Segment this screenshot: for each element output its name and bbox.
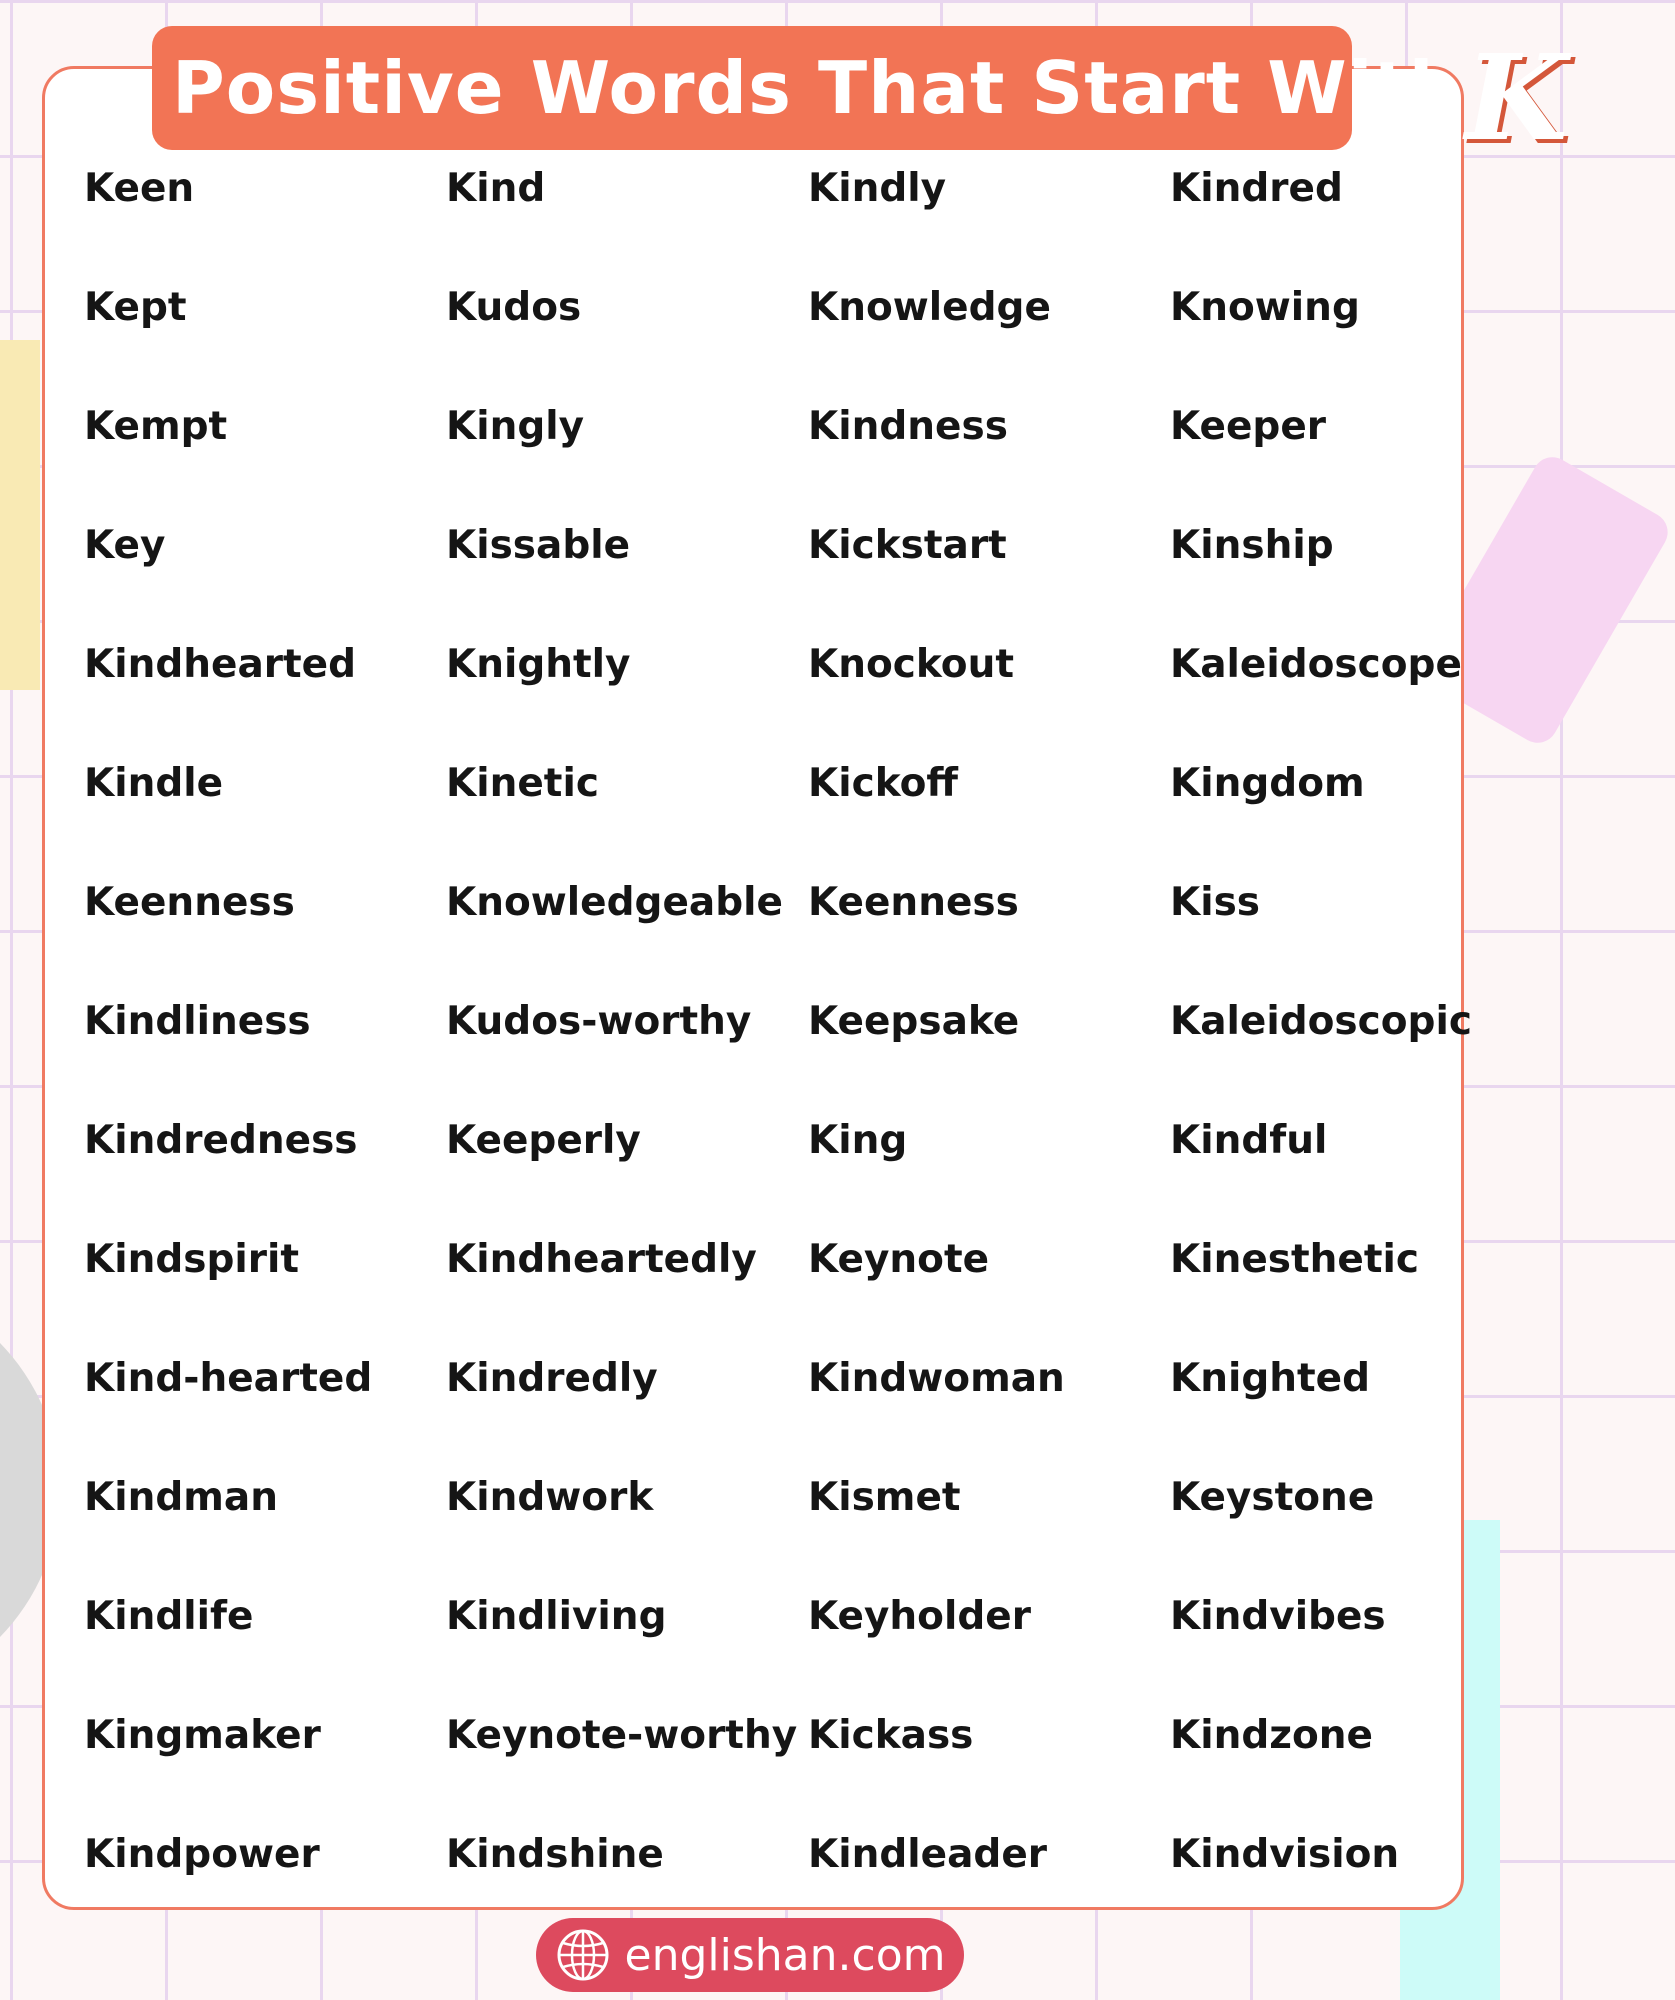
word-item: Kinship	[1170, 523, 1334, 568]
word-item: Kiss	[1170, 880, 1261, 925]
globe-icon	[555, 1927, 611, 1983]
word-item: Knighted	[1170, 1356, 1371, 1401]
word-item: Kindvibes	[1170, 1594, 1386, 1639]
word-item: Keen	[84, 166, 195, 211]
word-item: Keeperly	[446, 1118, 641, 1163]
word-item: Kindwoman	[808, 1356, 1065, 1401]
word-item: Kind	[446, 166, 546, 211]
word-item: Knowing	[1170, 285, 1360, 330]
word-item: Kingly	[446, 404, 585, 449]
word-item: King	[808, 1118, 908, 1163]
word-item: Kindhearted	[84, 642, 357, 687]
page-title: Positive Words That Start With	[172, 46, 1462, 130]
word-item: Knockout	[808, 642, 1014, 687]
word-item: Kindliness	[84, 999, 311, 1044]
word-item: Kindpower	[84, 1832, 320, 1877]
title-letter: K	[1465, 28, 1568, 167]
word-item: Kindful	[1170, 1118, 1328, 1163]
word-item: Kindliving	[446, 1594, 667, 1639]
word-item: Kismet	[808, 1475, 961, 1520]
word-item: Kindshine	[446, 1832, 664, 1877]
word-item: Kickoff	[808, 761, 958, 806]
word-item: Kept	[84, 285, 187, 330]
word-item: Kempt	[84, 404, 228, 449]
decorative-yellow-shape	[0, 340, 40, 690]
word-item: Kindspirit	[84, 1237, 300, 1282]
word-item: Kindredness	[84, 1118, 358, 1163]
word-item: Kindred	[1170, 166, 1343, 211]
word-item: Knowledgeable	[446, 880, 783, 925]
word-item: Kindman	[84, 1475, 278, 1520]
website-badge[interactable]	[536, 1918, 964, 1992]
word-item: Kindzone	[1170, 1713, 1373, 1758]
word-item: Kingmaker	[84, 1713, 321, 1758]
word-item: Keynote-worthy	[446, 1713, 798, 1758]
word-item: Kindheartedly	[446, 1237, 757, 1282]
word-item: Knightly	[446, 642, 631, 687]
word-item: Kaleidoscopic	[1170, 999, 1472, 1044]
word-item: Kindvision	[1170, 1832, 1400, 1877]
word-item: Kaleidoscope	[1170, 642, 1462, 687]
word-item: Keynote	[808, 1237, 990, 1282]
word-item: Keeper	[1170, 404, 1327, 449]
word-item: Keystone	[1170, 1475, 1375, 1520]
word-item: Kindlife	[84, 1594, 254, 1639]
word-item: Kudos	[446, 285, 582, 330]
word-item: Kissable	[446, 523, 631, 568]
word-item: Keepsake	[808, 999, 1020, 1044]
word-item: Kindleader	[808, 1832, 1048, 1877]
word-item: Keyholder	[808, 1594, 1031, 1639]
word-item: Kickstart	[808, 523, 1007, 568]
word-item: Keenness	[84, 880, 295, 925]
word-item: Kinesthetic	[1170, 1237, 1420, 1282]
word-item: Keenness	[808, 880, 1019, 925]
word-item: Kindness	[808, 404, 1008, 449]
word-item: Kindly	[808, 166, 947, 211]
word-item: Kudos-worthy	[446, 999, 752, 1044]
word-item: Knowledge	[808, 285, 1051, 330]
word-item: Kindle	[84, 761, 224, 806]
word-item: Kinetic	[446, 761, 599, 806]
word-item: Kindredly	[446, 1356, 658, 1401]
word-grid	[84, 129, 1472, 1914]
word-item: Kind-hearted	[84, 1356, 373, 1401]
word-item: Kickass	[808, 1713, 974, 1758]
word-item: Key	[84, 523, 166, 568]
website-url: englishan.com	[624, 1929, 946, 1981]
word-item: Kingdom	[1170, 761, 1365, 806]
word-item: Kindwork	[446, 1475, 654, 1520]
